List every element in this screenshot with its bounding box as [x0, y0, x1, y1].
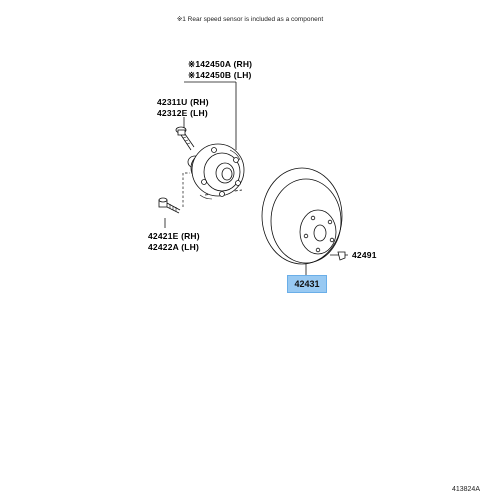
part-number-disc-rotor: 42431 [294, 279, 320, 289]
part-number-hub-bolt-lh: 42312E (LH) [157, 108, 208, 118]
part-number-disc-screw: 42491 [352, 250, 377, 260]
highlighted-part-disc-rotor[interactable] [287, 275, 327, 293]
axle-bolt-drawing [159, 198, 180, 213]
component-note: ※1 Rear speed sensor is included as a component [176, 16, 324, 23]
hub-bolt-drawing [176, 127, 194, 150]
disc-screw-drawing [338, 252, 345, 260]
bolt-bracket-dashed [183, 173, 190, 207]
part-number-axle-bolt-lh: 42422A (LH) [148, 242, 200, 252]
part-number-hub-bolt-rh: 42311U (RH) [157, 97, 209, 107]
diagram-code: 413824A [451, 486, 480, 493]
disc-rotor-drawing [262, 168, 342, 264]
part-number-hub-rh: ※142450A (RH) [188, 59, 253, 69]
part-number-axle-bolt-rh: 42421E (RH) [148, 231, 200, 241]
part-number-hub-lh: ※142450B (LH) [188, 70, 252, 80]
